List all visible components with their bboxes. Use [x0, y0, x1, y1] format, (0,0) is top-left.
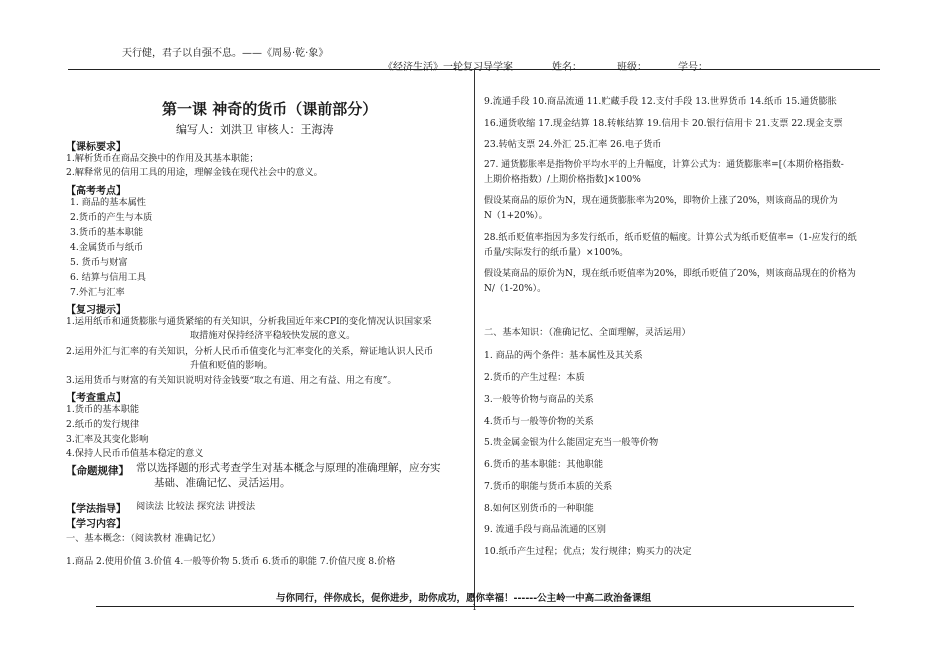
- rules-heading: 【命题规律】: [66, 465, 129, 477]
- key-point-item: 3.汇率及其变化影响: [66, 434, 149, 445]
- knowledge-item: 8.如何区别货币的一种职能: [484, 503, 594, 514]
- depreciation-example: 假设某商品的原价为N，现在纸币贬值率为20%，即纸币贬值了20%，则该商品现在的价格为: [484, 269, 856, 279]
- course-title: 《经济生活》一轮复习导学案: [383, 62, 513, 73]
- methods-text: 阅读法 比较法 探究法 讲授法: [136, 501, 256, 512]
- page-number: 1: [472, 603, 478, 612]
- inflation-example: N（1+20%）。: [484, 211, 548, 221]
- review-tip-line: 升值和贬值的影响。: [190, 360, 273, 371]
- column-divider: [474, 69, 475, 606]
- key-point-item: 1.货币的基本职能: [66, 404, 140, 415]
- knowledge-item: 1. 商品的两个条件：基本属性及其关系: [484, 350, 643, 361]
- footer-slogan: 与你同行，伴你成长，促你进步，助你成功，愿你幸福！------公主岭一中高二政治备课组: [276, 593, 652, 604]
- review-tip-line: 取措施对保持经济平稳较快发展的意义。: [190, 330, 356, 341]
- knowledge-item: 6.货币的基本职能：其他职能: [484, 459, 604, 470]
- exam-points-heading: 【高考考点】: [66, 186, 126, 197]
- concepts-row: 1.商品 2.使用价值 3.价值 4.一般等价物 5.货币 6.货币的职能 7.价值尺度 8.价格: [66, 556, 396, 567]
- knowledge-item: 9. 流通手段与商品流通的区别: [484, 524, 606, 535]
- concepts-row: 16.通货收缩 17.现金结算 18.转帐结算 19.信用卡 20.银行信用卡 21.支票 22.现金支票: [484, 118, 843, 129]
- knowledge-item: 7.货币的职能与货币本质的关系: [484, 481, 613, 492]
- methods-heading: 【学法指导】: [66, 504, 126, 515]
- review-tips-heading: 【复习提示】: [66, 305, 126, 316]
- class-label: 班级：: [617, 62, 647, 73]
- knowledge-item: 3.一般等价物与商品的关系: [484, 394, 594, 405]
- page-title: 第一课 神奇的货币（课前部分）: [162, 100, 378, 118]
- concepts-row: 9.流通手段 10.商品流通 11.贮藏手段 12.支付手段 13.世界货币 14.纸币 15.通货膨胀: [484, 96, 837, 107]
- exam-point-item: 5. 货币与财富: [70, 257, 128, 268]
- basic-knowledge-heading: 二、基本知识：（准确记忆、全面理解，灵活运用）: [484, 327, 691, 338]
- rules-text: 常以选择题的形式考查学生对基本概念与原理的准确理解，应夯实: [136, 462, 441, 474]
- key-point-item: 4.保持人民币币值基本稳定的意义: [66, 448, 204, 459]
- key-points-heading: 【考查重点】: [66, 393, 126, 404]
- depreciation-formula: 28.纸币贬值率指因为多发行纸币，纸币贬值的幅度。计算公式为纸币贬值率=（1-应发行的纸: [484, 233, 857, 243]
- exam-point-item: 7.外汇与汇率: [70, 287, 125, 298]
- content-heading: 【学习内容】: [66, 519, 126, 530]
- knowledge-item: 4.货币与一般等价物的关系: [484, 416, 594, 427]
- exam-point-item: 4.金属货币与纸币: [70, 242, 144, 253]
- inflation-formula: 27. 通货膨胀率是指物价平均水平的上升幅度，计算公式为：通货膨胀率=[（本期价格指数-: [484, 160, 844, 170]
- review-tip-line: 1.运用纸币和通货膨胀与通货紧缩的有关知识，分析我国近年来CPI的变化情况认识国家采: [66, 316, 432, 327]
- exam-point-item: 3.货币的基本职能: [70, 227, 144, 238]
- student-id-label: 学号：: [678, 62, 708, 73]
- standards-heading: 【课标要求】: [66, 142, 126, 153]
- knowledge-item: 5.贵金属金银为什么能固定充当一般等价物: [484, 437, 659, 448]
- name-label: 姓名：: [552, 62, 582, 73]
- knowledge-item: 2.货币的产生过程：本质: [484, 372, 585, 383]
- exam-point-item: 2.货币的产生与本质: [70, 212, 153, 223]
- review-tip-line: 3.运用货币与财富的有关知识说明对待金钱要“取之有道、用之有益、用之有度”。: [66, 375, 397, 386]
- review-tip-line: 2.运用外汇与汇率的有关知识，分析人民币币值变化与汇率变化的关系，辩证地认识人民币: [66, 346, 434, 357]
- standards-item: 2.解释常见的信用工具的用途，理解金钱在现代社会中的意义。: [66, 167, 323, 178]
- depreciation-formula: 币量/实际发行的纸币量）×100%。: [484, 248, 629, 258]
- motto: 天行健，君子以自强不息。——《周易·乾·象》: [122, 48, 329, 59]
- basic-concepts-heading: 一、基本概念：（阅读教材 准确记忆）: [66, 533, 221, 544]
- concepts-row: 23.转帖支票 24.外汇 25.汇率 26.电子货币: [484, 139, 662, 150]
- inflation-example: 假设某商品的原价为N，现在通货膨胀率为20%，即物价上涨了20%，则该商品的现价为: [484, 196, 838, 206]
- inflation-formula: 上期价格指数）/上期价格指数]×100%: [484, 175, 641, 185]
- exam-point-item: 6. 结算与信用工具: [70, 272, 146, 283]
- rules-text: 基础、准确记忆、灵活运用。: [154, 477, 291, 489]
- knowledge-item: 10.纸币产生过程；优点；发行规律；购买力的决定: [484, 546, 692, 557]
- standards-item: 1.解析货币在商品交换中的作用及其基本职能；: [66, 153, 259, 164]
- depreciation-example: N/（1-20%）。: [484, 284, 547, 294]
- key-point-item: 2.纸币的发行规律: [66, 419, 140, 430]
- authors: 编写人：刘洪卫 审核人：王海涛: [176, 123, 334, 136]
- exam-point-item: 1. 商品的基本属性: [70, 197, 146, 208]
